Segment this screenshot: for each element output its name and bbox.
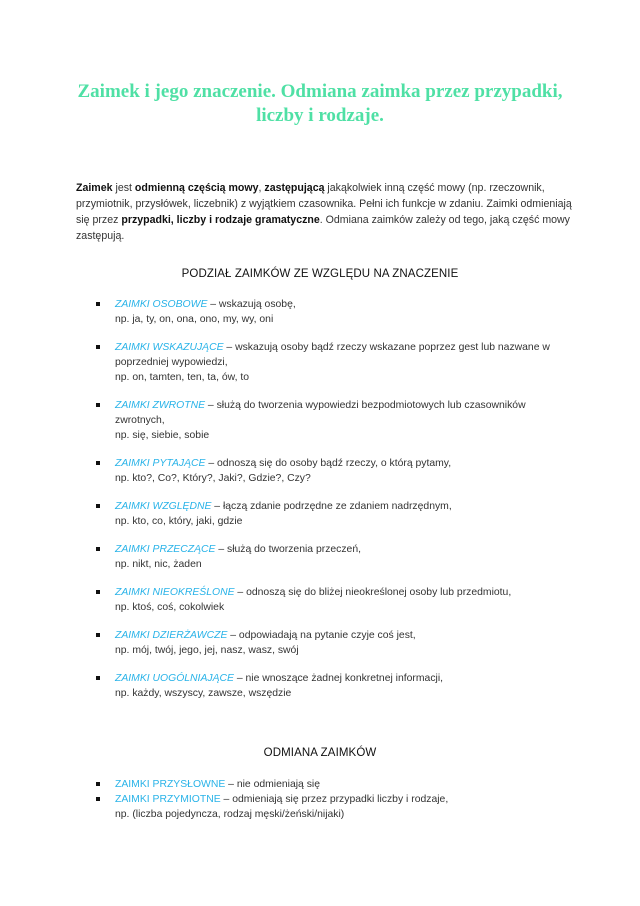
pronoun-type-desc: – nie wnoszące żadnej konkretnej informacji, <box>233 673 444 684</box>
pronoun-examples: np. nikt, nic, żaden <box>115 559 202 570</box>
pronoun-type-name: ZAIMKI UOGÓLNIAJĄCE <box>115 673 234 684</box>
intro-paragraph <box>76 180 576 244</box>
bullet-icon <box>96 676 100 680</box>
intro-bold: odmienną częścią mowy <box>134 182 259 194</box>
pronoun-type-name: ZAIMKI PRZYMIOTNE <box>115 794 221 805</box>
pronoun-examples: np. ja, ty, on, ona, ono, my, wy, oni <box>115 314 274 325</box>
bullet-icon <box>96 547 100 551</box>
pronoun-type-name: ZAIMKI PRZECZĄCE <box>115 544 216 555</box>
pronoun-examples: np. kto?, Co?, Który?, Jaki?, Gdzie?, Czy? <box>115 473 311 484</box>
pronoun-type-desc: – wskazują osoby bądź rzeczy wskazane poprzez gest lub nazwane w poprzedniej wypowiedzi, <box>115 342 550 368</box>
declension-list <box>96 777 566 822</box>
pronoun-type-name: ZAIMKI PRZYSŁOWNE <box>115 779 226 790</box>
pronoun-examples: np. każdy, wszyscy, zawsze, wszędzie <box>115 688 292 699</box>
pronoun-type-name: ZAIMKI PYTAJĄCE <box>115 458 206 469</box>
section-heading-declension: ODMIANA ZAIMKÓW <box>263 747 377 759</box>
intro-text: , <box>258 182 265 194</box>
pronoun-type-desc: – odmieniają się przez przypadki liczby i rodzaje, <box>220 794 449 805</box>
pronoun-examples: np. mój, twój, jego, jej, nasz, wasz, swój <box>115 645 299 656</box>
list-item <box>96 456 566 486</box>
pronoun-type-desc: – służą do tworzenia przeczeń, <box>215 544 361 555</box>
list-item <box>96 542 566 572</box>
intro-term: Zaimek <box>76 182 113 194</box>
bullet-icon <box>96 782 100 786</box>
intro-text: jakąkolwiek inną część mowy (np. rzeczownik, przymiotnik, przysłówek, liczebnik) z wyjątkiem czasownika. Pełni ich funkcje w zdaniu. Zaimki odmieniają się przez <box>76 182 572 226</box>
pronoun-type-desc: – odnoszą się do osoby bądź rzeczy, o którą pytamy, <box>205 458 452 469</box>
pronoun-type-name: ZAIMKI ZWROTNE <box>115 400 206 411</box>
pronoun-type-name: ZAIMKI WSKAZUJĄCE <box>115 342 224 353</box>
list-item <box>96 628 566 658</box>
bullet-icon <box>96 590 100 594</box>
list-item <box>96 340 566 385</box>
intro-text: . Odmiana zaimków zależy od tego, jaką część mowy zastępują. <box>76 214 570 242</box>
intro-text: jest <box>112 182 135 194</box>
list-item <box>96 792 566 822</box>
bullet-icon <box>96 345 100 349</box>
pronoun-type-name: ZAIMKI DZIERŻAWCZE <box>115 630 228 641</box>
pronoun-type-desc: – odnoszą się do bliżej nieokreślonej osoby lub przedmiotu, <box>234 587 512 598</box>
bullet-icon <box>96 403 100 407</box>
pronoun-type-desc: – łączą zdanie podrzędne ze zdaniem nadrzędnym, <box>211 501 452 512</box>
pronoun-type-desc: – odpowiadają na pytanie czyje coś jest, <box>227 630 416 641</box>
list-item <box>96 499 566 529</box>
pronoun-type-desc: – służą do tworzenia wypowiedzi bezpodmiotowych lub czasowników zwrotnych, <box>115 400 526 426</box>
list-item <box>96 671 566 701</box>
list-item <box>96 777 566 792</box>
intro-bold: zastępującą <box>264 182 325 194</box>
pronoun-type-desc: – nie odmieniają się <box>225 779 321 790</box>
bullet-icon <box>96 504 100 508</box>
bullet-icon <box>96 302 100 306</box>
pronoun-examples: np. kto, co, który, jaki, gdzie <box>115 516 243 527</box>
pronoun-examples: np. (liczba pojedyncza, rodzaj męski/żeński/nijaki) <box>115 809 345 820</box>
list-item <box>96 398 566 443</box>
page-title: Zaimek i jego znaczenie. Odmiana zaimka przez przypadki, liczby i rodzaje. <box>77 81 563 126</box>
pronoun-examples: np. się, siebie, sobie <box>115 430 210 441</box>
bullet-icon <box>96 797 100 801</box>
pronoun-type-desc: – wskazują osobę, <box>207 299 296 310</box>
bullet-icon <box>96 461 100 465</box>
pronoun-type-name: ZAIMKI OSOBOWE <box>115 299 208 310</box>
pronoun-type-name: ZAIMKI NIEOKREŚLONE <box>115 587 235 598</box>
intro-bold: przypadki, liczby i rodzaje gramatyczne <box>121 214 320 226</box>
section-heading-meaning: PODZIAŁ ZAIMKÓW ZE WZGLĘDU NA ZNACZENIE <box>181 268 459 280</box>
pronoun-examples: np. on, tamten, ten, ta, ów, to <box>115 372 250 383</box>
list-item <box>96 585 566 615</box>
pronoun-type-name: ZAIMKI WZGLĘDNE <box>115 501 212 512</box>
pronoun-examples: np. ktoś, coś, cokolwiek <box>115 602 225 613</box>
pronoun-types-list <box>96 297 566 701</box>
list-item <box>96 297 566 327</box>
bullet-icon <box>96 633 100 637</box>
